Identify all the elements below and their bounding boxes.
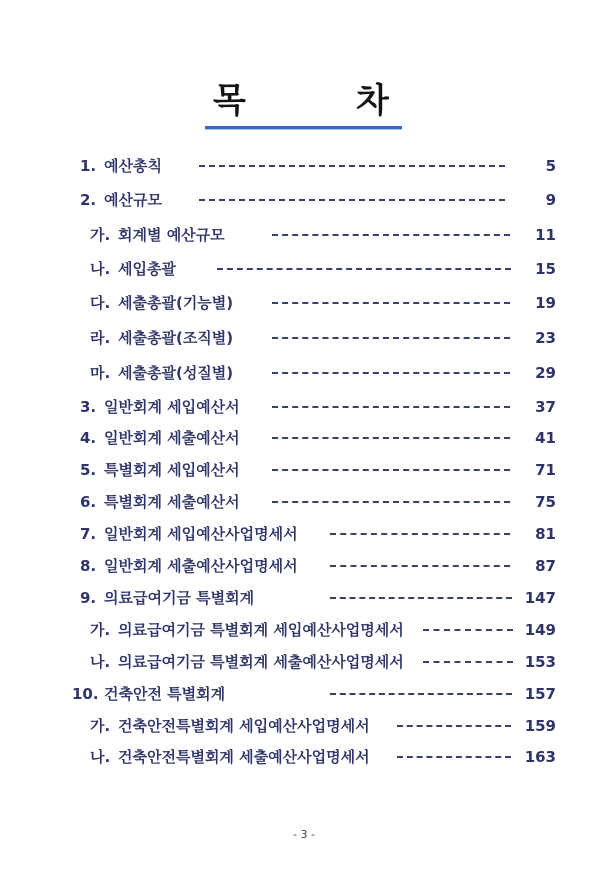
entry-label: 건축안전 특별회계 [104, 685, 226, 703]
entry-page: 5 [545, 157, 556, 175]
entry-label: 회계별 예산규모 [118, 226, 225, 244]
entry-number: 1. [80, 157, 97, 175]
entry-page: 147 [524, 589, 556, 607]
toc-entry[interactable] [0, 153, 608, 179]
dot-leader [330, 533, 510, 535]
entry-label: 건축안전특별회계 세출예산사업명세서 [118, 748, 370, 766]
entry-page: 149 [524, 621, 556, 639]
entry-number: 3. [80, 398, 97, 416]
entry-page: 157 [524, 685, 556, 703]
toc-entry[interactable] [0, 360, 608, 386]
dot-leader [423, 629, 513, 631]
dot-leader [272, 372, 510, 374]
entry-label: 특별회계 세입예산서 [104, 461, 240, 479]
dot-leader [272, 469, 510, 471]
entry-label: 건축안전특별회계 세입예산사업명세서 [118, 717, 370, 735]
entry-page: 41 [535, 429, 556, 447]
entry-label: 세입총괄 [118, 260, 176, 278]
toc-entry[interactable] [0, 553, 608, 579]
dot-leader [217, 268, 511, 270]
toc-entry[interactable] [0, 222, 608, 248]
title-char-2: 차 [356, 81, 389, 121]
dot-leader [330, 693, 512, 695]
entry-number: 나. [90, 748, 111, 766]
dot-leader [272, 337, 510, 339]
entry-number: 다. [90, 294, 111, 312]
entry-number: 2. [80, 191, 97, 209]
entry-page: 163 [524, 748, 556, 766]
toc-entry[interactable] [0, 256, 608, 282]
entry-label: 일반회계 세입예산서 [104, 398, 240, 416]
toc-entry[interactable] [0, 617, 608, 643]
entry-page: 9 [545, 191, 556, 209]
entry-label: 일반회계 세출예산서 [104, 429, 240, 447]
entry-label: 일반회계 세입예산사업명세서 [104, 525, 298, 543]
entry-page: 71 [535, 461, 556, 479]
dot-leader [423, 661, 513, 663]
dot-leader [397, 756, 511, 758]
entry-number: 6. [80, 493, 97, 511]
entry-number: 4. [80, 429, 97, 447]
entry-label: 세출총괄(성질별) [118, 364, 234, 382]
entry-label: 의료급여기금 특별회계 [104, 589, 255, 607]
dot-leader [199, 165, 505, 167]
dot-leader [272, 437, 510, 439]
entry-label: 예산규모 [104, 191, 162, 209]
dot-leader [272, 234, 510, 236]
toc-entry[interactable] [0, 325, 608, 351]
dot-leader [272, 302, 510, 304]
entry-number: 9. [80, 589, 97, 607]
toc-entry[interactable] [0, 681, 608, 707]
dot-leader [272, 501, 510, 503]
entry-page: 75 [535, 493, 556, 511]
entry-label: 의료급여기금 특별회계 세출예산사업명세서 [118, 653, 404, 671]
entry-number: 마. [90, 364, 111, 382]
entry-page: 23 [535, 329, 556, 347]
entry-page: 87 [535, 557, 556, 575]
entry-number: 5. [80, 461, 97, 479]
toc-entry[interactable] [0, 290, 608, 316]
entry-label: 예산총칙 [104, 157, 162, 175]
entry-label: 세출총괄(기능별) [118, 294, 234, 312]
entry-page: 19 [535, 294, 556, 312]
entry-number: 나. [90, 260, 111, 278]
toc-entry[interactable] [0, 425, 608, 451]
toc-entry[interactable] [0, 713, 608, 739]
entry-page: 29 [535, 364, 556, 382]
entry-page: 15 [535, 260, 556, 278]
title-char-1: 목 [213, 81, 246, 121]
toc-entry[interactable] [0, 394, 608, 420]
toc-entry[interactable] [0, 744, 608, 770]
entry-label: 의료급여기금 특별회계 세입예산사업명세서 [118, 621, 404, 639]
dot-leader [272, 406, 510, 408]
entry-label: 특별회계 세출예산서 [104, 493, 240, 511]
dot-leader [397, 725, 511, 727]
toc-entry[interactable] [0, 521, 608, 547]
dot-leader [330, 565, 510, 567]
entry-number: 8. [80, 557, 97, 575]
dot-leader [330, 597, 512, 599]
entry-page: 159 [524, 717, 556, 735]
entry-number: 가. [90, 621, 111, 639]
entry-page: 153 [524, 653, 556, 671]
toc-entry[interactable] [0, 187, 608, 213]
toc-entry[interactable] [0, 489, 608, 515]
toc-entry[interactable] [0, 457, 608, 483]
entry-number: 나. [90, 653, 111, 671]
toc-entry[interactable] [0, 649, 608, 675]
entry-number: 가. [90, 717, 111, 735]
entry-number: 가. [90, 226, 111, 244]
dot-leader [199, 199, 505, 201]
entry-label: 일반회계 세출예산사업명세서 [104, 557, 298, 575]
entry-page: 11 [535, 226, 556, 244]
entry-number: 7. [80, 525, 97, 543]
page-number-footer: - 3 - [293, 828, 315, 841]
entry-page: 37 [535, 398, 556, 416]
entry-label: 세출총괄(조직별) [118, 329, 234, 347]
entry-number: 라. [90, 329, 111, 347]
toc-entry[interactable] [0, 585, 608, 611]
entry-page: 81 [535, 525, 556, 543]
entry-number: 10. [72, 685, 99, 703]
